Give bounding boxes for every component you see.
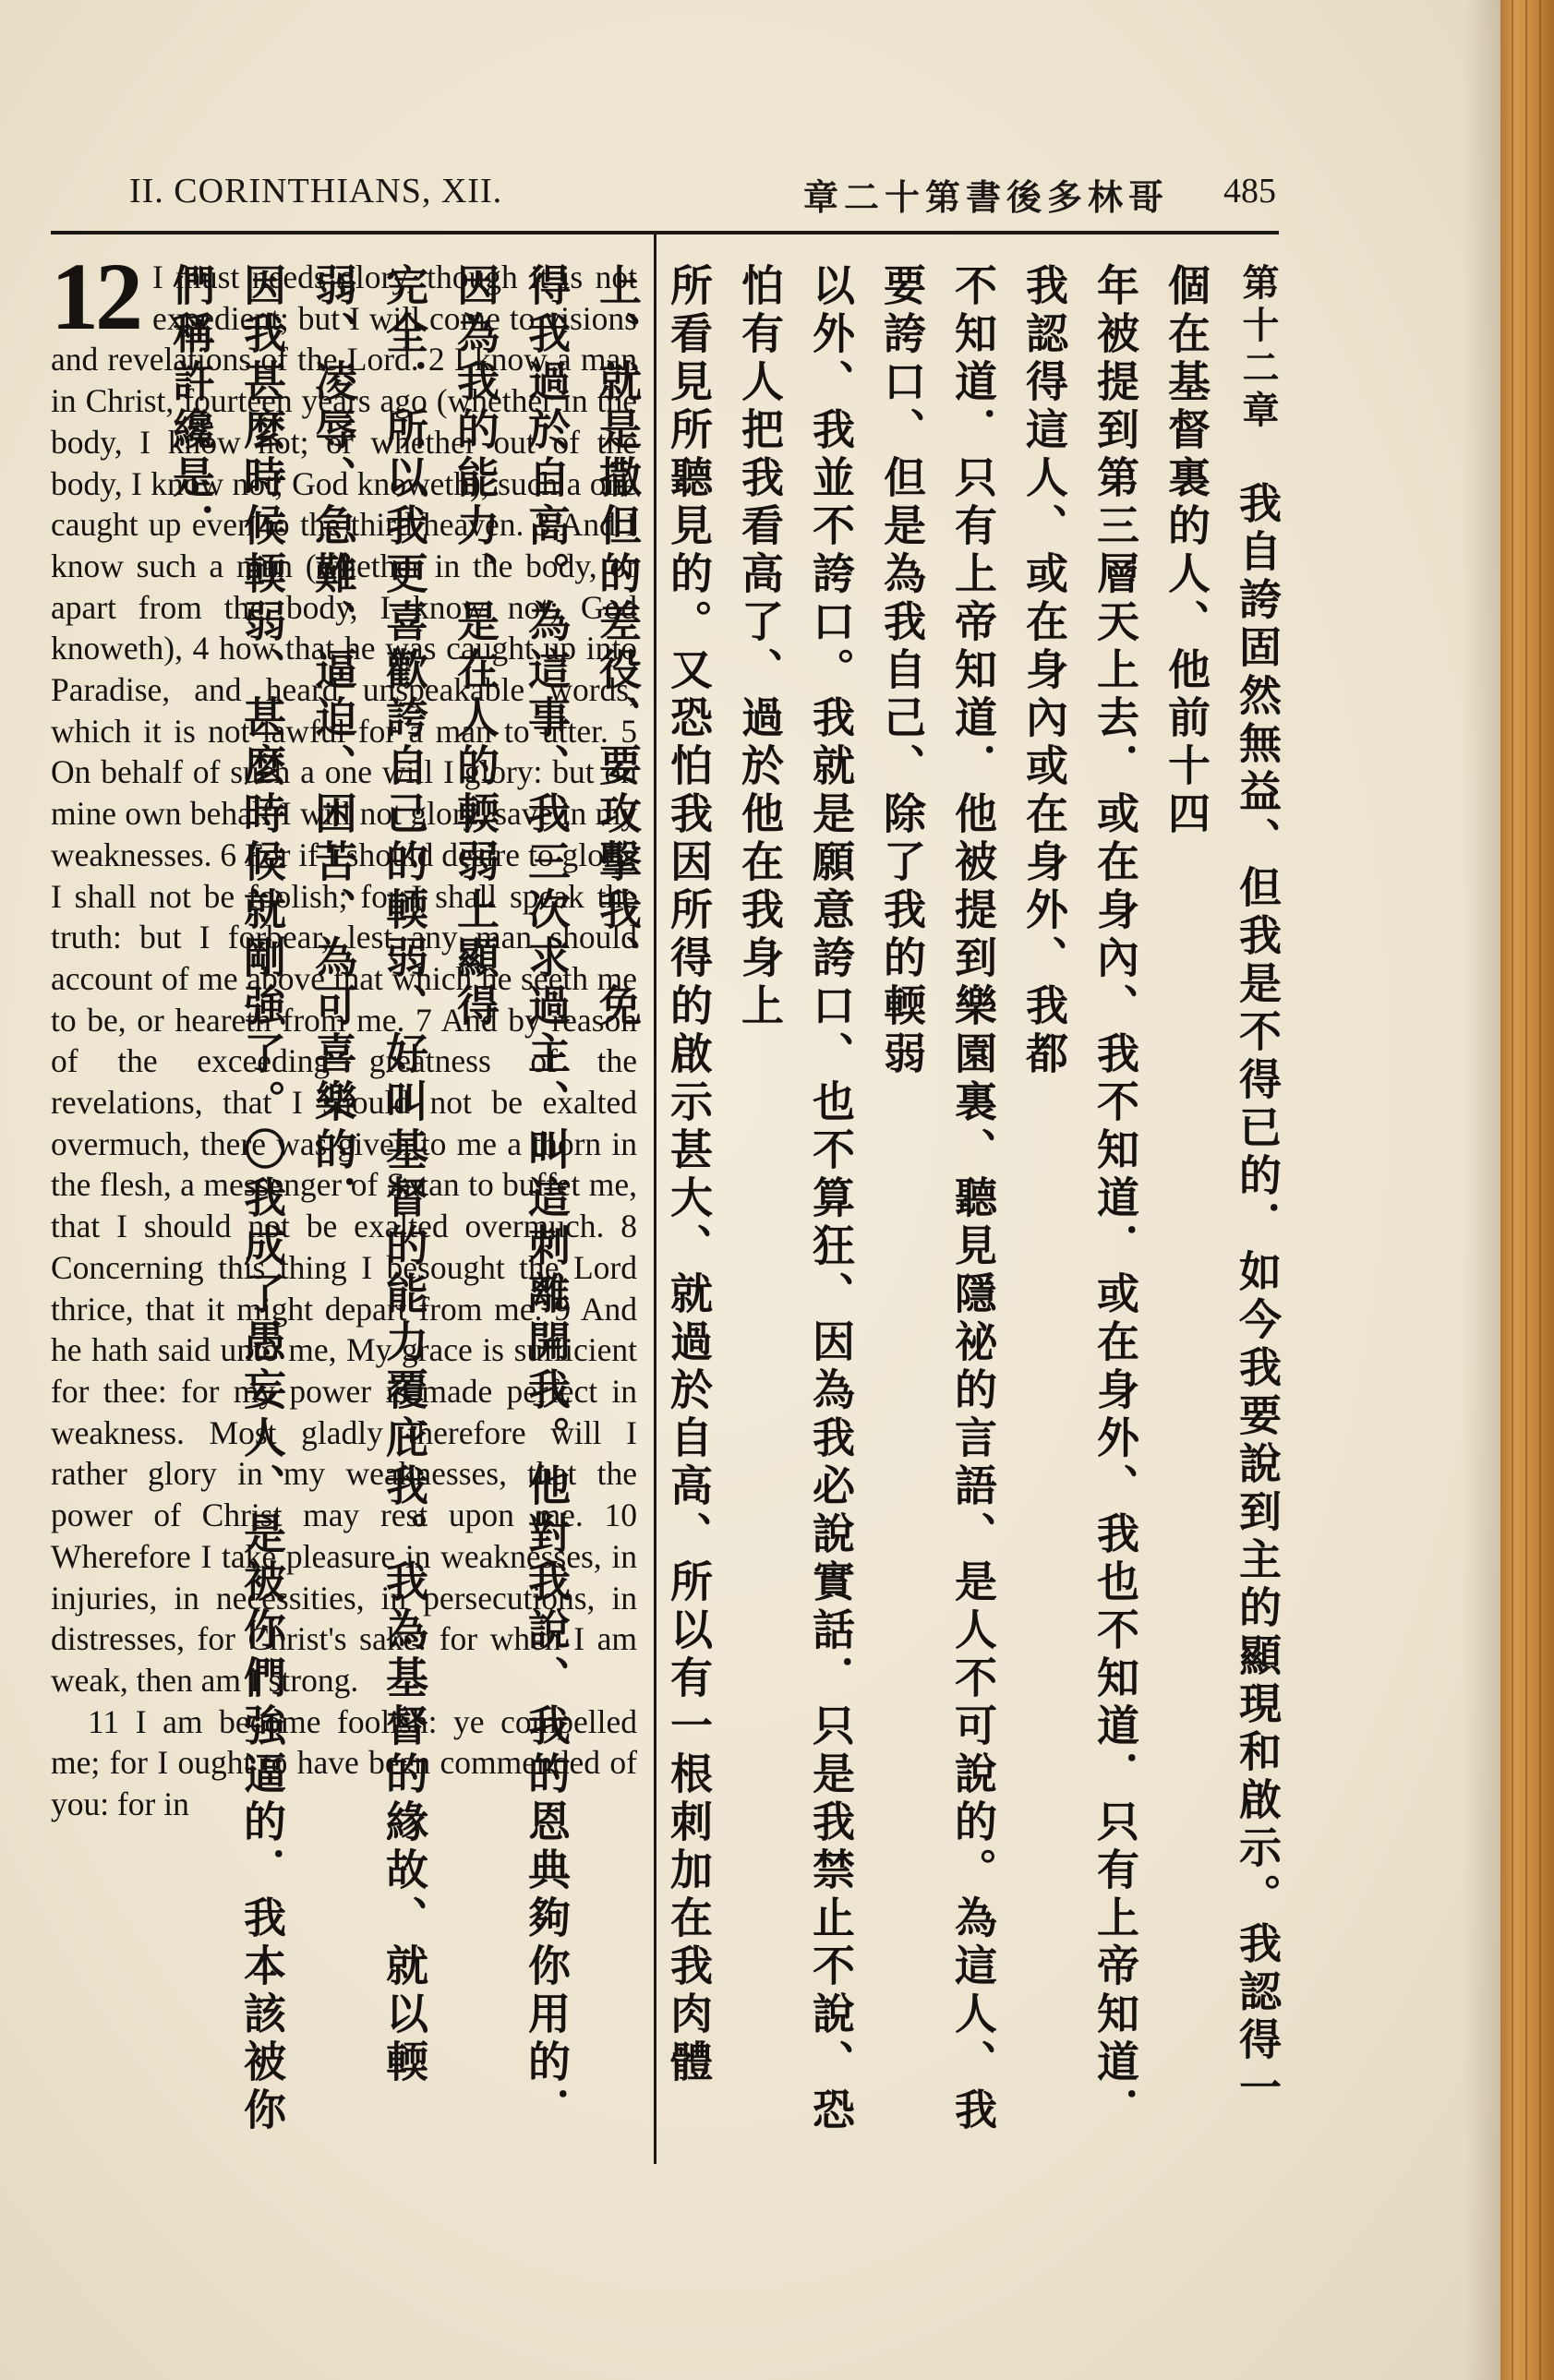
chinese-line-4: 以外、我並不誇口。我就是願意誇口、也不算狂、因為我必說實話．只是我禁止不說、恐怕有人把我看高了、過於他在我身上 (735, 263, 856, 2135)
english-paragraph-2: 11 I am become foolish: ye compelled me; for I ought to have been commended of you: for in (51, 1702, 637, 1823)
chapter-number: 12 (51, 244, 139, 350)
english-paragraph-1: I must needs glory, though it is not expedient; but I will come to visions and revelations of the Lord. 2 I know a man in Christ, fourteen years ago (whether in the body, I know not; or whether out of the body, I know not; God knoweth), such a one caught up even to the third heaven. 3 And I know such a man (whether in the body, or apart from the body, I know not; God knoweth), 4 how that he was caught up into Paradise, and heard unspeakable words, which it is not lawful for a man to utter. 5 On behalf of such a one will I glory: but on mine own behalf I will not glory, save in my weaknesses. 6 For if I should desire to glory, I shall not be foolish; for I shall speak the truth: but I forbear, lest any man should account of me above that which he seeth me to be, or heareth from me. 7 And by reason of the exceeding greatness of the revelations, that I should not be exalted overmuch, there was given to me a thorn in the flesh, a messenger of Satan to buffet me, that I should not be exalted overmuch. 8 Concerning this thing I besought the Lord thrice, that it might depart from me. 9 And he hath said unto me, My grace is sufficient for thee: for my power is made perfect in weakness. Most gladly therefore will I rather glory in my weaknesses, that the power of Christ may rest upon me. 10 Wherefore I take pleasure in weaknesses, in injuries, in necessities, in persecutions, in distresses, for Christ's sake: for when I am weak, then am I strong. (51, 258, 637, 1699)
page-edge (1500, 0, 1554, 2380)
chinese-line-6: 得我過於自高。為這事、我三次求過主、叫這刺離開我。他對我說、我的恩典夠你用的．因為我的能力、是在人的輭弱上顯得 (451, 263, 572, 2135)
page-number: 485 (1223, 172, 1276, 210)
chinese-line-1-text: 我自誇固然無益、但我是不得已的．如今我要說到主的顯現和啟示。我認得一個在基督裏的人、他前十四 (1162, 263, 1283, 2113)
chinese-chapter-label: 第十二章 (1236, 263, 1279, 433)
chinese-line-5: 所看見所聽見的。又恐怕我因所得的啟示甚大、就過於自高、所以有一根刺加在我肉體上、就是撒但的差役、要攻擊我、免 (593, 263, 714, 2087)
chinese-line-2: 年被提到第三層天上去．或在身內、我不知道．或在身外、我也不知道．只有上帝知道．我認得這人、或在身內或在身外、我都 (1019, 263, 1140, 2135)
chinese-line-1 (1150, 263, 1293, 2156)
chinese-line-8: 因我甚麼時候輭弱、甚麼時候就剛強了。〇我成了愚妄人、是被你們強逼的．我本該被你們稱許纔是． (166, 263, 287, 2135)
chinese-line-7: 完全．所以我更喜歡誇自己的輭弱、好叫基督的能力覆庇我。我為基督的緣故、就以輭弱、凌辱、急難、逼迫、困苦、為可喜樂的． (308, 263, 429, 2087)
header-rule (51, 231, 1279, 234)
english-running-title: II. CORINTHIANS, XII. (129, 172, 503, 210)
chinese-line-3: 不知道．只有上帝知道．他被提到樂園裏、聽見隱祕的言語、是人不可說的。為這人、我要誇口、但是為我自己、除了我的輭弱 (877, 263, 998, 2135)
chinese-running-title: 章二十第書後多林哥 (803, 176, 1170, 218)
running-header (129, 171, 1283, 226)
page-gutter-shadow (1464, 0, 1500, 2380)
